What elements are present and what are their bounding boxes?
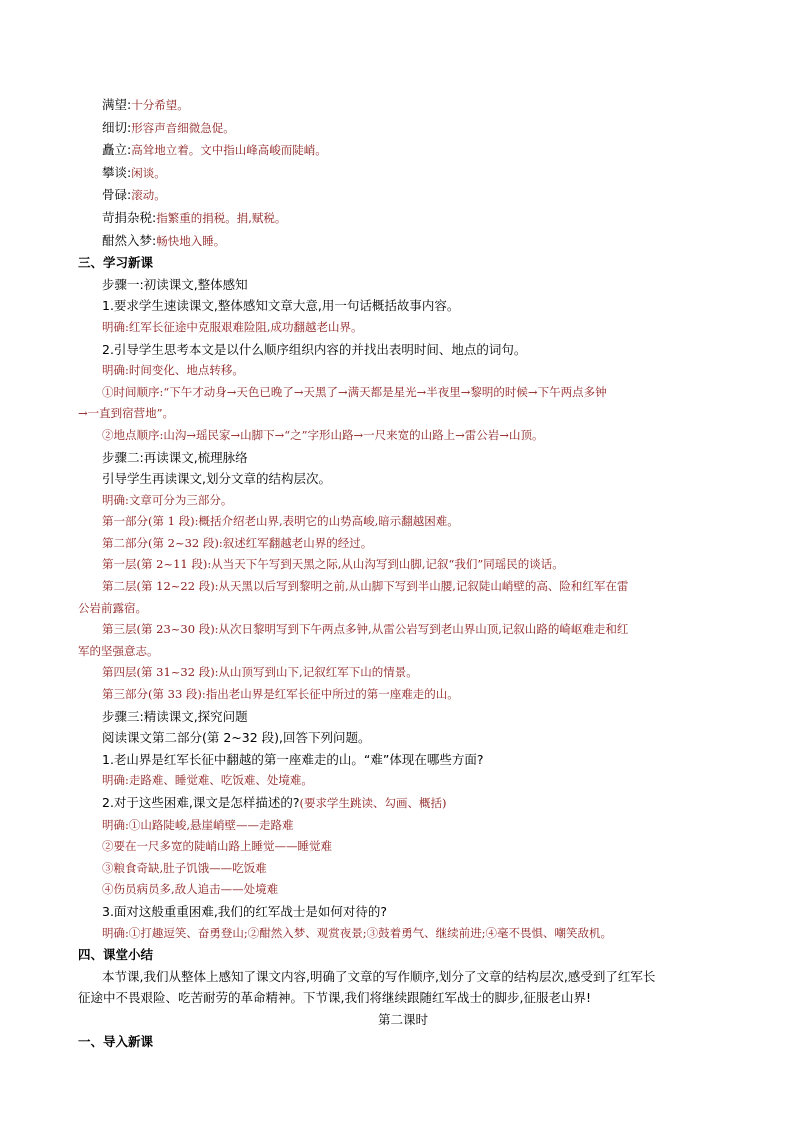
part-2: 第二部分(第 2~32 段):叙述红军翻越老山界的经过。: [102, 535, 373, 550]
section-heading-next: 一、导入新课: [78, 1033, 154, 1049]
section-heading-4: 四、课堂小结: [78, 947, 154, 963]
vocab-item: 苛捐杂税:指繁重的捐税。捐,赋税。: [102, 209, 287, 225]
description-4: ④伤员病员多,敌人追击——处境难: [102, 882, 279, 897]
time-order-line-2: →一直到宿营地”。: [78, 406, 175, 421]
description-3: ③粮食奇缺,肚子饥饿——吃饭难: [102, 860, 267, 875]
layer-4: 第四层(第 31~32 段):从山顶写到山下,记叙红军下山的情景。: [102, 665, 418, 680]
layer-2-line-2: 公岩前露宿。: [78, 600, 147, 615]
lesson-2-title: 第二课时: [377, 1011, 428, 1027]
vocab-item: 酣然入梦:畅快地入睡。: [102, 232, 226, 248]
section-heading-3: 三、学习新课: [78, 255, 154, 271]
answer-1: 明确:红军长征途中克服艰难险阻,成功翻越老山界。: [102, 319, 363, 334]
answer-2: 明确:时间变化、地点转移。: [102, 363, 244, 378]
part-3: 第三部分(第 33 段):指出老山界是红军长征中所过的第一座难走的山。: [102, 687, 459, 702]
description-1: 明确:①山路陡峻,悬崖峭壁——走路难: [102, 817, 294, 832]
step-1-title: 步骤一:初读课文,整体感知: [102, 276, 248, 292]
vocab-item: 细切:形容声音细微急促。: [102, 119, 235, 135]
part-1: 第一部分(第 1 段):概括介绍老山界,表明它的山势高峻,暗示翻越困难。: [102, 514, 459, 529]
question-1: 1.要求学生速读课文,整体感知文章大意,用一句话概括故事内容。: [102, 298, 460, 314]
vocab-item: 矗立:高耸地立着。文中指山峰高峻而陡峭。: [102, 142, 327, 158]
vocab-list: [78, 94, 728, 252]
answer-5: 明确:①打趣逗笑、奋勇登山;②酣然入梦、观赏夜景;③鼓着勇气、继续前进;④毫不畏惧、嘲笑敌机。: [102, 925, 612, 940]
guide-3: 阅读课文第二部分(第 2~32 段),回答下列问题。: [102, 730, 371, 746]
question-5: 3.面对这般重重困难,我们的红军战士是如何对待的?: [102, 903, 388, 919]
description-2: ②要在一尺多宽的陡峭山路上睡觉——睡觉难: [102, 839, 332, 854]
question-4-note: (要求学生跳读、勾画、概括): [299, 796, 447, 810]
layer-3-line-2: 军的坚强意志。: [78, 643, 159, 658]
vocab-item: 骨碌:滚动。: [102, 187, 166, 203]
answer-3: 明确:文章可分为三部分。: [102, 492, 233, 507]
time-order-line-1: ①时间顺序:“下午才动身→天色已晚了→天黑了→满天都是星光→半夜里→黎明的时候→下午两点多钟: [102, 384, 607, 399]
summary-line-1: 本节课,我们从整体上感知了课文内容,明确了文章的写作顺序,划分了文章的结构层次,感受到了红军长: [102, 968, 656, 984]
place-order: ②地点顺序:山沟→瑶民家→山脚下→“之”字形山路→一尺来宽的山路上→雷公岩→山顶。: [102, 427, 544, 442]
question-2: 2.引导学生思考本文是以什么顺序组织内容的并找出表明时间、地点的词句。: [102, 341, 527, 357]
question-3: 1.老山界是红军长征中翻越的第一座难走的山。“难”体现在哪些方面?: [102, 751, 484, 767]
layer-2-line-1: 第二层(第 12~22 段):从天黑以后写到黎明之前,从山脚下写到半山腰,记叙陡山峭壁的高、险和红军在雷: [102, 579, 629, 594]
question-4: 2.对于这些困难,课文是怎样描述的?(要求学生跳读、勾画、概括): [102, 795, 447, 810]
layer-1: 第一层(第 2~11 段):从当天下午写到天黑之际,从山沟写到山脚,记叙“我们”同瑶民的谈话。: [102, 557, 564, 572]
step-3-title: 步骤三:精读课文,探究问题: [102, 708, 248, 724]
guide-2: 引导学生再读课文,划分文章的结构层次。: [102, 471, 331, 487]
vocab-item: 满望:十分希望。: [102, 97, 189, 112]
lesson-content: [78, 94, 728, 1052]
layer-3-line-1: 第三层(第 23~30 段):从次日黎明写到下午两点多钟,从雷公岩写到老山界山顶,记叙山路的崎岖难走和红: [102, 622, 629, 637]
answer-4: 明确:走路难、睡觉难、吃饭难、处境难。: [102, 773, 313, 788]
step-2-title: 步骤二:再读课文,梳理脉络: [102, 449, 248, 465]
vocab-item: 攀谈:闲谈。: [102, 164, 166, 180]
summary-line-2: 征途中不畏艰险、吃苦耐劳的革命精神。下节课,我们将继续跟随红军战士的脚步,征服老山界!: [78, 990, 591, 1006]
